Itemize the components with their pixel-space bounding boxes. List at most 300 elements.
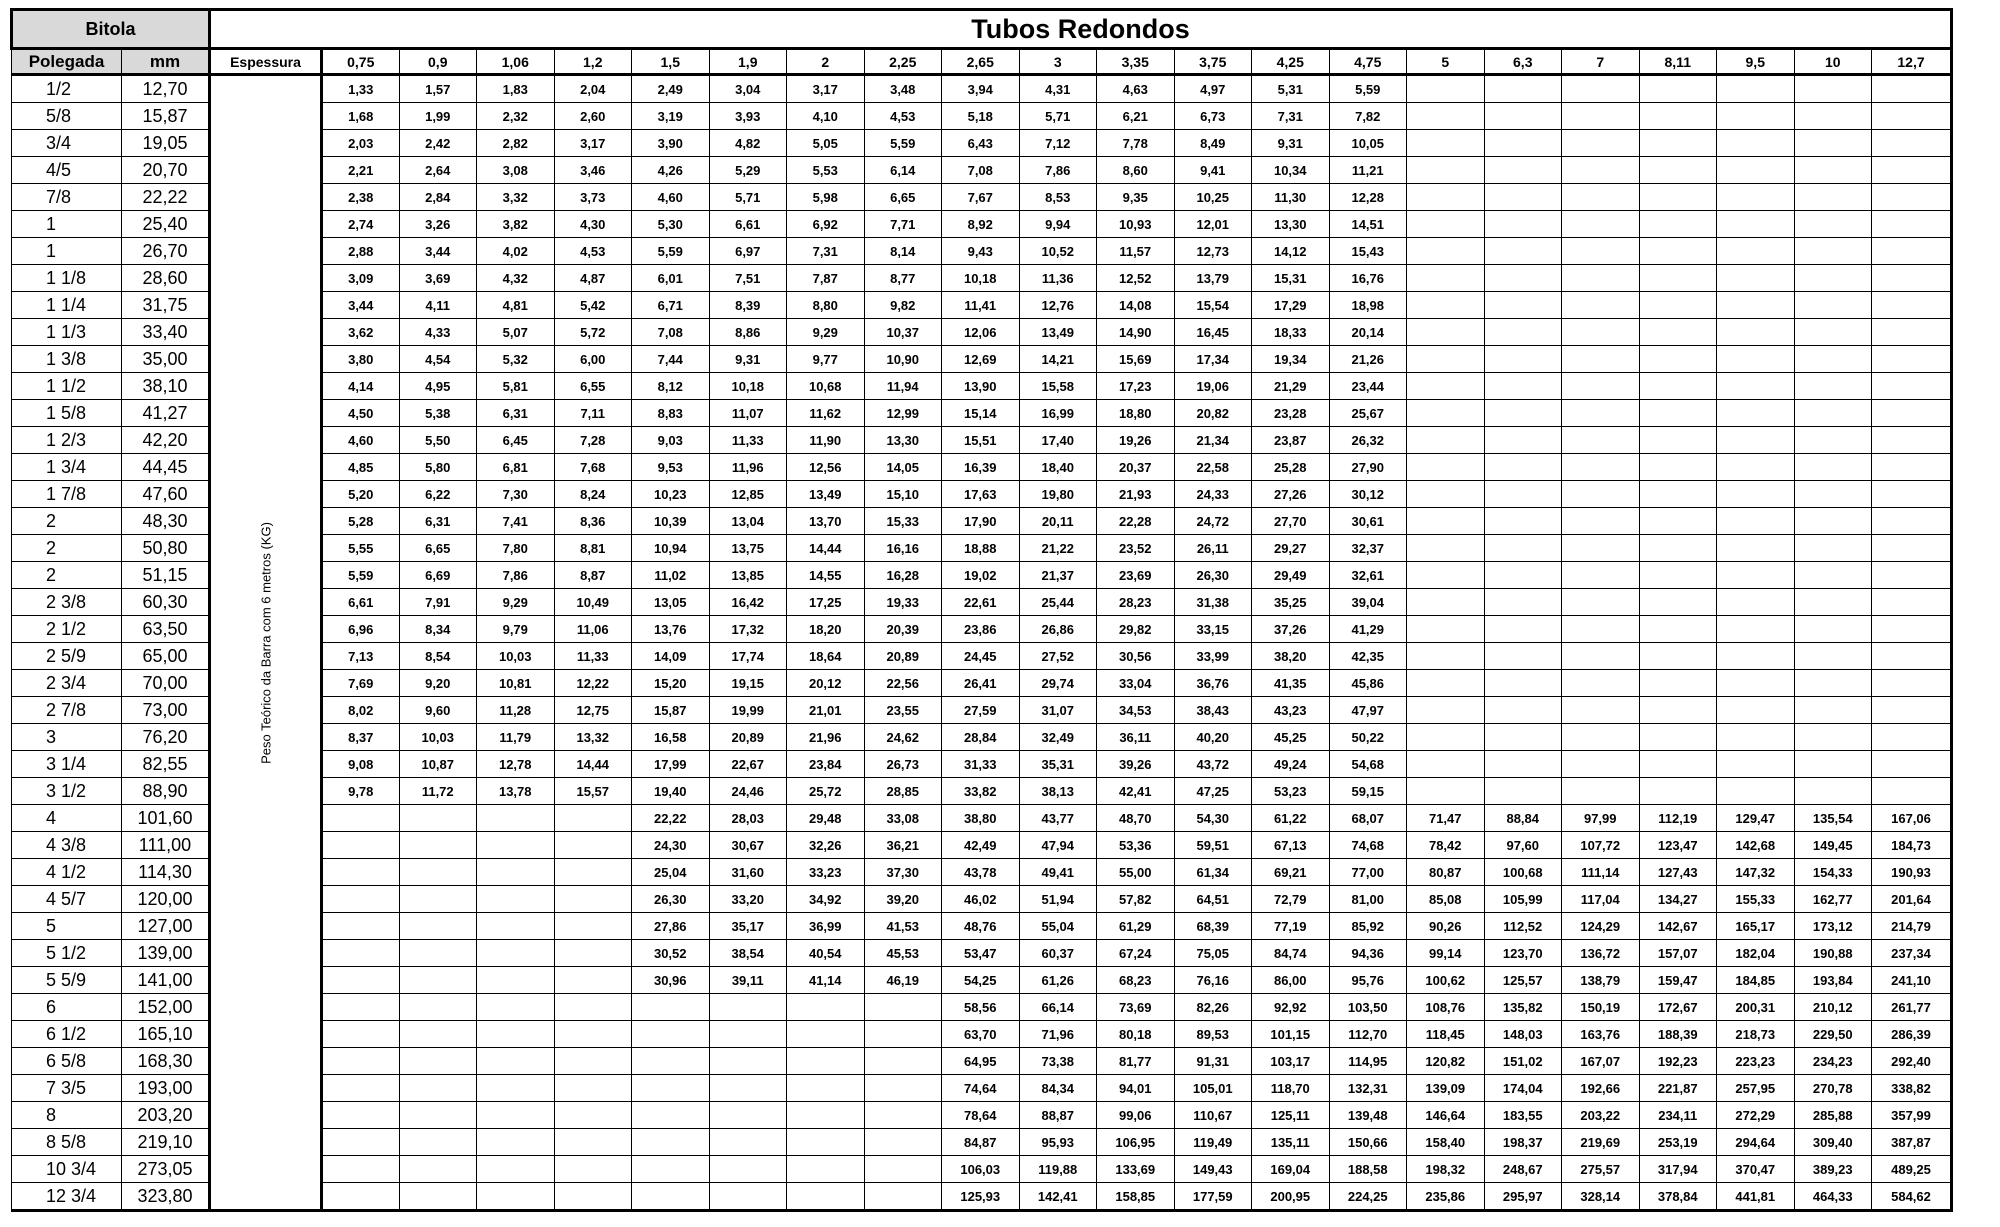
- weight-cell: 338,82: [1872, 1075, 1952, 1102]
- weight-cell: 33,08: [864, 805, 942, 832]
- weight-cell: [1407, 75, 1485, 103]
- weight-cell: [1794, 535, 1872, 562]
- weight-cell: 275,57: [1562, 1156, 1640, 1183]
- weight-cell: [1872, 400, 1952, 427]
- weight-cell: [322, 940, 400, 967]
- weight-cell: [1562, 157, 1640, 184]
- weight-cell: 99,06: [1097, 1102, 1175, 1129]
- weight-cell: 42,49: [942, 832, 1020, 859]
- weight-cell: 119,88: [1019, 1156, 1097, 1183]
- mm-cell: 127,00: [122, 913, 210, 940]
- weight-cell: 7,86: [1019, 157, 1097, 184]
- weight-cell: [1639, 535, 1717, 562]
- weight-cell: 11,62: [787, 400, 865, 427]
- mm-cell: 101,60: [122, 805, 210, 832]
- weight-cell: 19,26: [1097, 427, 1175, 454]
- weight-cell: 13,79: [1174, 265, 1252, 292]
- mm-cell: 141,00: [122, 967, 210, 994]
- weight-cell: 8,36: [554, 508, 632, 535]
- weight-cell: [1872, 454, 1952, 481]
- weight-cell: [1717, 265, 1795, 292]
- polegada-cell: 3: [12, 724, 122, 751]
- weight-cell: 11,33: [709, 427, 787, 454]
- weight-cell: 6,81: [477, 454, 555, 481]
- weight-cell: [1872, 778, 1952, 805]
- weight-cell: 22,61: [942, 589, 1020, 616]
- weight-cell: 5,81: [477, 373, 555, 400]
- weight-cell: [399, 1129, 477, 1156]
- weight-cell: 38,43: [1174, 697, 1252, 724]
- weight-cell: 74,68: [1329, 832, 1407, 859]
- mm-cell: 82,55: [122, 751, 210, 778]
- weight-cell: 127,43: [1639, 859, 1717, 886]
- weight-cell: [1717, 778, 1795, 805]
- weight-cell: 6,01: [632, 265, 710, 292]
- weight-cell: [1484, 184, 1562, 211]
- weight-cell: 184,85: [1717, 967, 1795, 994]
- weight-cell: 1,68: [322, 103, 400, 130]
- weight-cell: 39,20: [864, 886, 942, 913]
- weight-cell: [632, 1048, 710, 1075]
- weight-cell: 63,70: [942, 1021, 1020, 1048]
- thickness-header: 0,9: [399, 49, 477, 75]
- polegada-header: Polegada: [12, 49, 122, 75]
- weight-cell: 9,82: [864, 292, 942, 319]
- polegada-cell: 5: [12, 913, 122, 940]
- weight-cell: 2,04: [554, 75, 632, 103]
- polegada-cell: 2 5/9: [12, 643, 122, 670]
- weight-cell: 6,21: [1097, 103, 1175, 130]
- weight-cell: [1872, 481, 1952, 508]
- weight-cell: [1717, 346, 1795, 373]
- weight-cell: 5,71: [1019, 103, 1097, 130]
- weight-cell: 135,82: [1484, 994, 1562, 1021]
- weight-cell: [322, 805, 400, 832]
- weight-cell: 10,34: [1252, 157, 1330, 184]
- weight-cell: 51,94: [1019, 886, 1097, 913]
- weight-cell: [1407, 427, 1485, 454]
- weight-cell: 95,76: [1329, 967, 1407, 994]
- weight-cell: 4,50: [322, 400, 400, 427]
- weight-cell: 23,52: [1097, 535, 1175, 562]
- mm-cell: 51,15: [122, 562, 210, 589]
- weight-cell: 47,25: [1174, 778, 1252, 805]
- weight-cell: 35,17: [709, 913, 787, 940]
- mm-cell: 165,10: [122, 1021, 210, 1048]
- weight-cell: [1794, 103, 1872, 130]
- weight-cell: 17,99: [632, 751, 710, 778]
- weight-cell: [1407, 589, 1485, 616]
- weight-cell: [1794, 670, 1872, 697]
- weight-cell: [787, 1075, 865, 1102]
- weight-cell: 27,86: [632, 913, 710, 940]
- weight-cell: 11,41: [942, 292, 1020, 319]
- weight-cell: [1562, 481, 1640, 508]
- bitola-header: Bitola: [12, 10, 210, 49]
- weight-cell: 37,26: [1252, 616, 1330, 643]
- weight-cell: 66,14: [1019, 994, 1097, 1021]
- weight-cell: [1407, 697, 1485, 724]
- weight-cell: 155,33: [1717, 886, 1795, 913]
- weight-cell: 7,82: [1329, 103, 1407, 130]
- weight-cell: [1717, 400, 1795, 427]
- weight-cell: [787, 994, 865, 1021]
- weight-cell: 34,53: [1097, 697, 1175, 724]
- mm-cell: 19,05: [122, 130, 210, 157]
- weight-cell: 10,94: [632, 535, 710, 562]
- weight-cell: [1407, 103, 1485, 130]
- polegada-cell: 1: [12, 238, 122, 265]
- weight-cell: 16,39: [942, 454, 1020, 481]
- weight-cell: 71,96: [1019, 1021, 1097, 1048]
- weight-cell: 11,06: [554, 616, 632, 643]
- weight-cell: 219,69: [1562, 1129, 1640, 1156]
- weight-cell: [399, 1021, 477, 1048]
- weight-cell: [1562, 373, 1640, 400]
- weight-cell: 14,55: [787, 562, 865, 589]
- mm-cell: 73,00: [122, 697, 210, 724]
- weight-cell: 10,37: [864, 319, 942, 346]
- weight-cell: 2,03: [322, 130, 400, 157]
- mm-cell: 28,60: [122, 265, 210, 292]
- weight-cell: [554, 805, 632, 832]
- weight-cell: 23,87: [1252, 427, 1330, 454]
- weight-cell: 4,33: [399, 319, 477, 346]
- weight-cell: 294,64: [1717, 1129, 1795, 1156]
- weight-cell: 3,17: [787, 75, 865, 103]
- header-row-columns: [12, 49, 1952, 75]
- weight-cell: [1872, 292, 1952, 319]
- weight-cell: 7,08: [942, 157, 1020, 184]
- polegada-cell: 3 1/4: [12, 751, 122, 778]
- weight-cell: 159,47: [1639, 967, 1717, 994]
- weight-cell: 20,82: [1174, 400, 1252, 427]
- weight-cell: [1717, 157, 1795, 184]
- weight-cell: [1484, 238, 1562, 265]
- weight-cell: 3,17: [554, 130, 632, 157]
- weight-cell: 3,80: [322, 346, 400, 373]
- weight-cell: [1639, 75, 1717, 103]
- weight-cell: [1872, 75, 1952, 103]
- weight-cell: [1639, 643, 1717, 670]
- weight-cell: 3,73: [554, 184, 632, 211]
- weight-cell: 14,08: [1097, 292, 1175, 319]
- weight-cell: 5,29: [709, 157, 787, 184]
- weight-cell: 31,38: [1174, 589, 1252, 616]
- weight-cell: 13,30: [1252, 211, 1330, 238]
- weight-cell: [1562, 643, 1640, 670]
- weight-cell: 21,37: [1019, 562, 1097, 589]
- weight-cell: 33,82: [942, 778, 1020, 805]
- weight-cell: [1484, 670, 1562, 697]
- weight-cell: 3,82: [477, 211, 555, 238]
- weight-cell: [322, 832, 400, 859]
- weight-cell: [1407, 643, 1485, 670]
- weight-cell: [1639, 778, 1717, 805]
- weight-cell: 38,80: [942, 805, 1020, 832]
- weight-cell: 10,81: [477, 670, 555, 697]
- weight-cell: 135,11: [1252, 1129, 1330, 1156]
- weight-cell: 21,29: [1252, 373, 1330, 400]
- weight-cell: [1407, 778, 1485, 805]
- mm-cell: 35,00: [122, 346, 210, 373]
- weight-cell: [399, 994, 477, 1021]
- weight-cell: [1562, 670, 1640, 697]
- weight-cell: 49,41: [1019, 859, 1097, 886]
- weight-cell: [399, 832, 477, 859]
- weight-cell: [1872, 751, 1952, 778]
- weight-cell: [709, 1129, 787, 1156]
- weight-cell: [632, 1021, 710, 1048]
- weight-cell: [554, 1075, 632, 1102]
- weight-cell: [1407, 535, 1485, 562]
- weight-cell: 12,75: [554, 697, 632, 724]
- polegada-cell: 7 3/5: [12, 1075, 122, 1102]
- weight-cell: [1407, 157, 1485, 184]
- weight-cell: 30,52: [632, 940, 710, 967]
- weight-cell: 30,67: [709, 832, 787, 859]
- weight-cell: 5,07: [477, 319, 555, 346]
- weight-cell: [1407, 454, 1485, 481]
- weight-cell: [1484, 697, 1562, 724]
- weight-cell: 7,80: [477, 535, 555, 562]
- weight-cell: 6,97: [709, 238, 787, 265]
- weight-cell: [1794, 778, 1872, 805]
- weight-cell: 11,90: [787, 427, 865, 454]
- polegada-cell: 8 5/8: [12, 1129, 122, 1156]
- mm-cell: 25,40: [122, 211, 210, 238]
- weight-cell: 15,10: [864, 481, 942, 508]
- weight-cell: 30,96: [632, 967, 710, 994]
- weight-cell: [554, 913, 632, 940]
- weight-cell: 253,19: [1639, 1129, 1717, 1156]
- weight-cell: 6,65: [399, 535, 477, 562]
- weight-cell: 81,77: [1097, 1048, 1175, 1075]
- weight-cell: 172,67: [1639, 994, 1717, 1021]
- weight-cell: [1717, 292, 1795, 319]
- weight-cell: 19,33: [864, 589, 942, 616]
- weight-cell: 22,56: [864, 670, 942, 697]
- weight-cell: 272,29: [1717, 1102, 1795, 1129]
- weight-cell: 71,47: [1407, 805, 1485, 832]
- weight-cell: 15,43: [1329, 238, 1407, 265]
- weight-cell: [1562, 454, 1640, 481]
- weight-cell: 29,82: [1097, 616, 1175, 643]
- weight-cell: [1717, 562, 1795, 589]
- polegada-cell: 10 3/4: [12, 1156, 122, 1183]
- weight-cell: 5,05: [787, 130, 865, 157]
- weight-cell: 14,12: [1252, 238, 1330, 265]
- weight-cell: [1562, 103, 1640, 130]
- weight-cell: 103,17: [1252, 1048, 1330, 1075]
- polegada-cell: 5 1/2: [12, 940, 122, 967]
- weight-cell: 24,45: [942, 643, 1020, 670]
- weight-cell: 112,19: [1639, 805, 1717, 832]
- weight-cell: [1562, 778, 1640, 805]
- weight-cell: 13,70: [787, 508, 865, 535]
- weight-cell: 125,57: [1484, 967, 1562, 994]
- weight-cell: 6,61: [709, 211, 787, 238]
- weight-cell: [554, 859, 632, 886]
- weight-cell: 85,08: [1407, 886, 1485, 913]
- weight-cell: 8,60: [1097, 157, 1175, 184]
- weight-cell: [1717, 454, 1795, 481]
- mm-cell: 88,90: [122, 778, 210, 805]
- weight-cell: 5,20: [322, 481, 400, 508]
- weight-cell: [322, 1021, 400, 1048]
- thickness-header: 7: [1562, 49, 1640, 75]
- weight-cell: [477, 1048, 555, 1075]
- weight-cell: 20,14: [1329, 319, 1407, 346]
- weight-cell: 13,85: [709, 562, 787, 589]
- weight-cell: 43,72: [1174, 751, 1252, 778]
- weight-cell: 9,43: [942, 238, 1020, 265]
- weight-cell: 24,72: [1174, 508, 1252, 535]
- weight-cell: 248,67: [1484, 1156, 1562, 1183]
- thickness-header: 3,75: [1174, 49, 1252, 75]
- weight-cell: [1562, 535, 1640, 562]
- weight-cell: 13,76: [632, 616, 710, 643]
- thickness-header: 1,9: [709, 49, 787, 75]
- weight-cell: [1484, 724, 1562, 751]
- weight-cell: 4,95: [399, 373, 477, 400]
- weight-cell: [1562, 562, 1640, 589]
- weight-cell: 142,41: [1019, 1183, 1097, 1211]
- weight-cell: 20,89: [864, 643, 942, 670]
- weight-cell: 11,72: [399, 778, 477, 805]
- weight-cell: 7,67: [942, 184, 1020, 211]
- weight-cell: 4,10: [787, 103, 865, 130]
- weight-cell: 1,83: [477, 75, 555, 103]
- weight-cell: 67,13: [1252, 832, 1330, 859]
- polegada-cell: 1 3/4: [12, 454, 122, 481]
- weight-cell: 6,96: [322, 616, 400, 643]
- weight-cell: 19,15: [709, 670, 787, 697]
- weight-cell: 15,87: [632, 697, 710, 724]
- weight-cell: 229,50: [1794, 1021, 1872, 1048]
- weight-cell: 8,39: [709, 292, 787, 319]
- weight-cell: [1407, 508, 1485, 535]
- weight-cell: 134,27: [1639, 886, 1717, 913]
- weight-cell: [1639, 265, 1717, 292]
- weight-cell: 317,94: [1639, 1156, 1717, 1183]
- weight-cell: [322, 1075, 400, 1102]
- weight-cell: [1484, 373, 1562, 400]
- weight-cell: 389,23: [1794, 1156, 1872, 1183]
- weight-cell: 177,59: [1174, 1183, 1252, 1211]
- weight-cell: 29,49: [1252, 562, 1330, 589]
- weight-cell: [1639, 130, 1717, 157]
- mm-cell: 41,27: [122, 400, 210, 427]
- thickness-header: 4,75: [1329, 49, 1407, 75]
- weight-cell: 77,19: [1252, 913, 1330, 940]
- weight-cell: 125,93: [942, 1183, 1020, 1211]
- weight-cell: 84,87: [942, 1129, 1020, 1156]
- weight-cell: [709, 1021, 787, 1048]
- weight-cell: 6,69: [399, 562, 477, 589]
- weight-cell: [477, 832, 555, 859]
- weight-cell: 47,97: [1329, 697, 1407, 724]
- weight-cell: 20,12: [787, 670, 865, 697]
- weight-cell: [864, 1183, 942, 1211]
- weight-cell: 27,90: [1329, 454, 1407, 481]
- weight-cell: 25,28: [1252, 454, 1330, 481]
- weight-cell: [1562, 75, 1640, 103]
- weight-cell: [1407, 724, 1485, 751]
- weight-cell: [1484, 562, 1562, 589]
- weight-cell: 8,80: [787, 292, 865, 319]
- weight-cell: 9,35: [1097, 184, 1175, 211]
- weight-cell: 9,60: [399, 697, 477, 724]
- weight-cell: 28,03: [709, 805, 787, 832]
- weight-cell: 64,51: [1174, 886, 1252, 913]
- weight-cell: [1717, 616, 1795, 643]
- weight-cell: 41,35: [1252, 670, 1330, 697]
- weight-cell: 9,20: [399, 670, 477, 697]
- weight-cell: 3,90: [632, 130, 710, 157]
- weight-cell: 25,67: [1329, 400, 1407, 427]
- weight-cell: [477, 913, 555, 940]
- weight-cell: 4,26: [632, 157, 710, 184]
- weight-cell: [399, 1183, 477, 1211]
- weight-cell: [1717, 211, 1795, 238]
- weight-cell: 23,69: [1097, 562, 1175, 589]
- weight-cell: [709, 1156, 787, 1183]
- weight-cell: 7,87: [787, 265, 865, 292]
- weight-cell: [1794, 238, 1872, 265]
- weight-cell: [1639, 616, 1717, 643]
- weight-cell: [399, 1156, 477, 1183]
- weight-cell: 8,34: [399, 616, 477, 643]
- polegada-cell: 4: [12, 805, 122, 832]
- weight-axis-label: Peso Teórico da Barra com 6 metros (KG): [258, 521, 273, 764]
- weight-cell: 235,86: [1407, 1183, 1485, 1211]
- weight-cell: 14,21: [1019, 346, 1097, 373]
- weight-cell: 35,31: [1019, 751, 1097, 778]
- weight-cell: 68,39: [1174, 913, 1252, 940]
- weight-cell: 6,00: [554, 346, 632, 373]
- weight-cell: 33,99: [1174, 643, 1252, 670]
- mm-cell: 60,30: [122, 589, 210, 616]
- thickness-header: 8,11: [1639, 49, 1717, 75]
- weight-cell: 190,88: [1794, 940, 1872, 967]
- weight-cell: 19,06: [1174, 373, 1252, 400]
- weight-cell: [1562, 589, 1640, 616]
- weight-cell: [1717, 130, 1795, 157]
- weight-cell: 64,95: [942, 1048, 1020, 1075]
- weight-cell: [1639, 508, 1717, 535]
- weight-cell: 2,74: [322, 211, 400, 238]
- weight-cell: 39,04: [1329, 589, 1407, 616]
- mm-cell: 65,00: [122, 643, 210, 670]
- weight-cell: 2,82: [477, 130, 555, 157]
- weight-cell: 149,45: [1794, 832, 1872, 859]
- weight-cell: [1639, 238, 1717, 265]
- polegada-cell: 8: [12, 1102, 122, 1129]
- weight-cell: 97,99: [1562, 805, 1640, 832]
- weight-cell: 112,70: [1329, 1021, 1407, 1048]
- weight-cell: 3,46: [554, 157, 632, 184]
- weight-cell: [1407, 562, 1485, 589]
- weight-cell: [477, 859, 555, 886]
- weight-cell: 7,86: [477, 562, 555, 589]
- weight-cell: 38,13: [1019, 778, 1097, 805]
- weight-cell: [1562, 292, 1640, 319]
- mm-cell: 22,22: [122, 184, 210, 211]
- weight-cell: 387,87: [1872, 1129, 1952, 1156]
- weight-cell: [477, 1129, 555, 1156]
- weight-cell: 441,81: [1717, 1183, 1795, 1211]
